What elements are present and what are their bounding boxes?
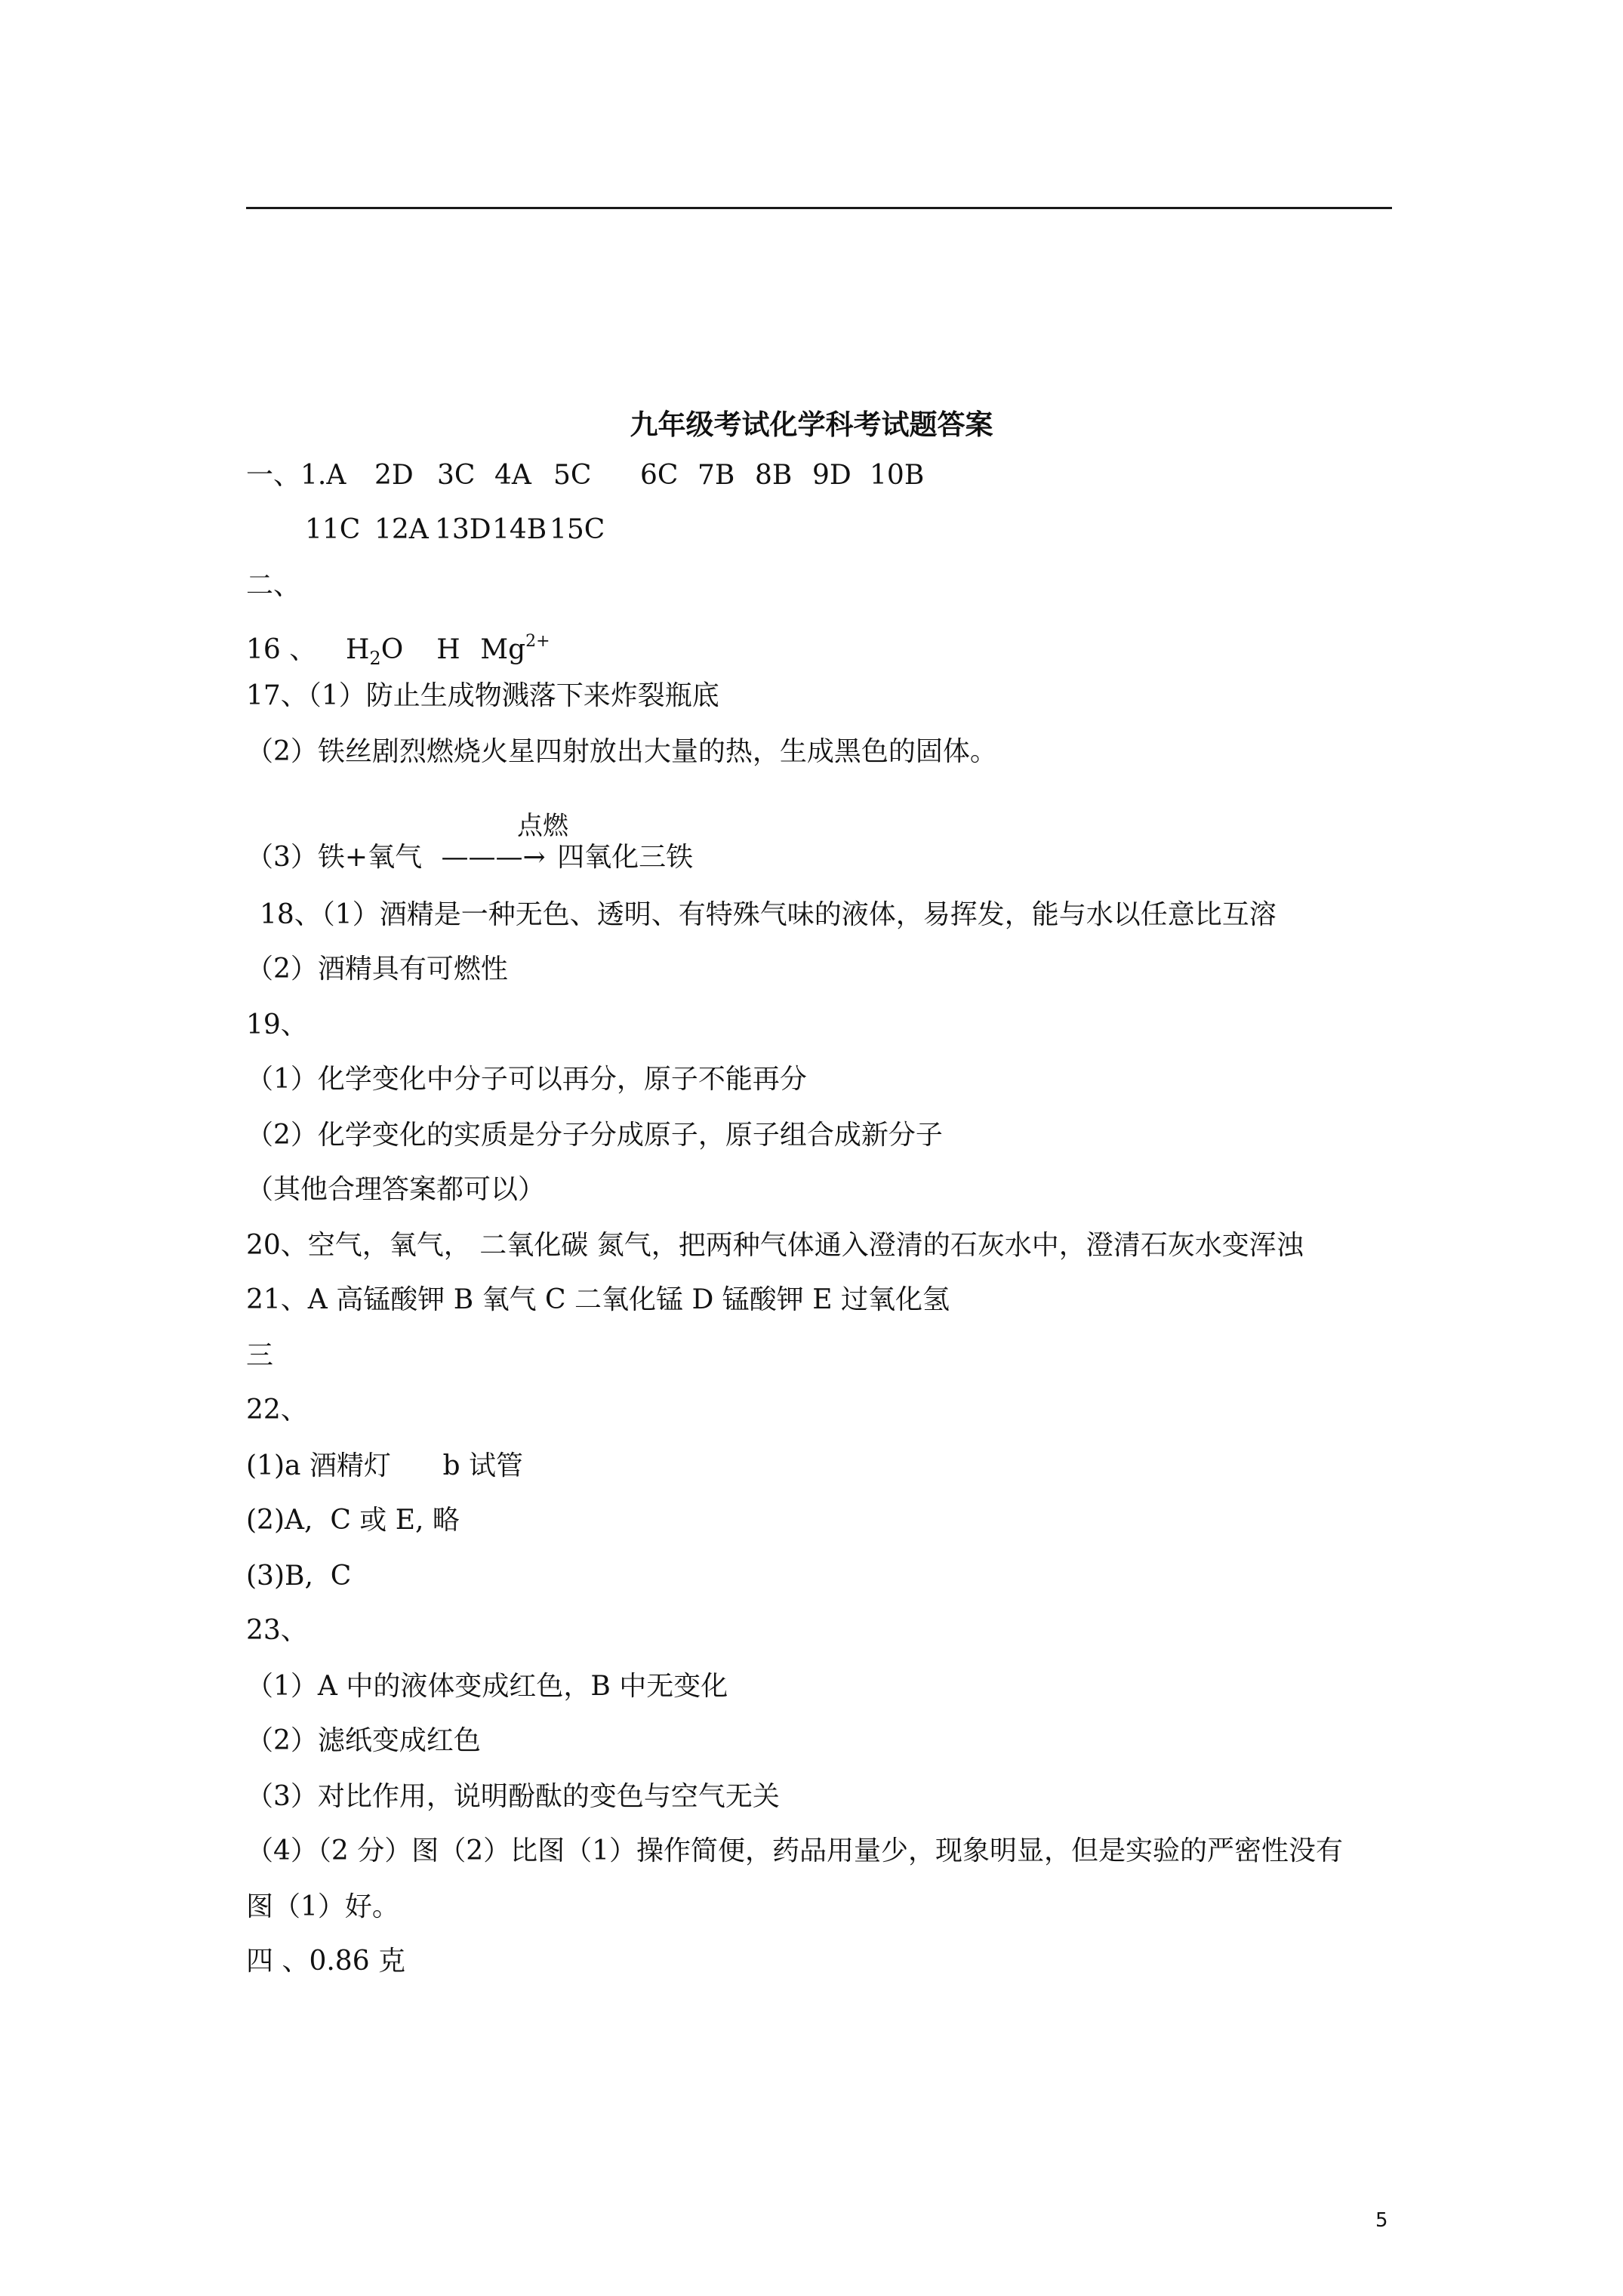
question-19-line-3: （其他合理答案都可以） [246, 1174, 546, 1205]
question-22-line-1: (1)a 酒精灯 b 试管 [246, 1450, 524, 1481]
section-2-label: 二、 [246, 570, 301, 601]
answer-item: 5C [553, 460, 592, 491]
question-18-line-1: 18、（1）酒精是一种无色、透明、有特殊气味的液体，易挥发，能与水以任意比互溶 [260, 899, 1277, 930]
answer-item: 1.A [300, 460, 346, 491]
question-16 [246, 625, 550, 675]
question-22-line-3: (3)B, C [246, 1561, 352, 1592]
question-21: 21、A 高锰酸钾 B 氧气 C 二氧化锰 D 锰酸钾 E 过氧化氢 [246, 1284, 950, 1315]
answer-item: 6C [640, 460, 679, 491]
question-17-line-3: （3）铁+氧气 ———→ 四氧化三铁 [246, 842, 694, 873]
section-1-label: 一、 [246, 460, 301, 491]
question-19-line-1: （1）化学变化中分子可以再分，原子不能再分 [246, 1064, 807, 1095]
formula-h: H [436, 634, 460, 665]
answer-item: 11C [305, 514, 361, 545]
reaction-condition: 点燃 [517, 811, 568, 841]
question-22-line-2: (2)A, C 或 E, 略 [246, 1505, 460, 1536]
question-20: 20、空气，氧气， 二氧化碳 氮气，把两种气体通入澄清的石灰水中，澄清石灰水变浑浊 [246, 1230, 1304, 1261]
question-19-number: 19、 [246, 1009, 308, 1040]
answer-item: 15C [550, 514, 605, 545]
question-23-line-5: 图（1）好。 [246, 1891, 399, 1922]
question-18-line-2: （2）酒精具有可燃性 [246, 954, 508, 985]
answer-item: 14B [492, 514, 547, 545]
answer-item: 13D [435, 514, 491, 545]
answer-item: 12A [374, 514, 429, 545]
question-19-line-2: （2）化学变化的实质是分子分成原子，原子组合成新分子 [246, 1120, 943, 1151]
answer-item: 7B [698, 460, 735, 491]
page-title: 九年级考试化学科考试题答案 [630, 408, 993, 441]
question-23-number: 23、 [246, 1615, 308, 1646]
answer-item: 8B [755, 460, 793, 491]
section-1-row-2 [305, 513, 605, 547]
question-17-line-2: （2）铁丝剧烈燃烧火星四射放出大量的热，生成黑色的固体。 [246, 736, 997, 767]
answer-item: 10B [870, 460, 925, 491]
question-23-line-4: （4）（2 分）图（2）比图（1）操作简便，药品用量少，现象明显，但是实验的严密性没有 [246, 1835, 1344, 1866]
question-23-line-3: （3）对比作用，说明酚酞的变色与空气无关 [246, 1781, 780, 1812]
answer-item: 2D [374, 460, 414, 491]
question-17-line-1: 17、（1）防止生成物溅落下来炸裂瓶底 [246, 680, 719, 711]
formula-h2o: $H_2O$ [346, 634, 404, 669]
answer-item: 4A [494, 460, 531, 491]
question-22-number: 22、 [246, 1395, 308, 1425]
answer-item: 3C [437, 460, 476, 491]
section-3-label: 三 [246, 1340, 274, 1371]
section-1-row-1 [246, 459, 924, 492]
question-number: 16 、 [246, 634, 317, 665]
question-23-line-2: （2）滤纸变成红色 [246, 1725, 481, 1756]
question-23-line-1: （1）A 中的液体变成红色，B 中无变化 [246, 1671, 728, 1702]
reaction-arrow: ———→ [441, 842, 546, 873]
formula-mg-ion: $Mg^{2+}$ [480, 632, 550, 665]
section-4: 四 、0.86 克 [246, 1946, 406, 1977]
header-rule [246, 207, 1392, 209]
answer-item: 9D [812, 460, 852, 491]
page-number: 5 [1375, 2209, 1388, 2232]
